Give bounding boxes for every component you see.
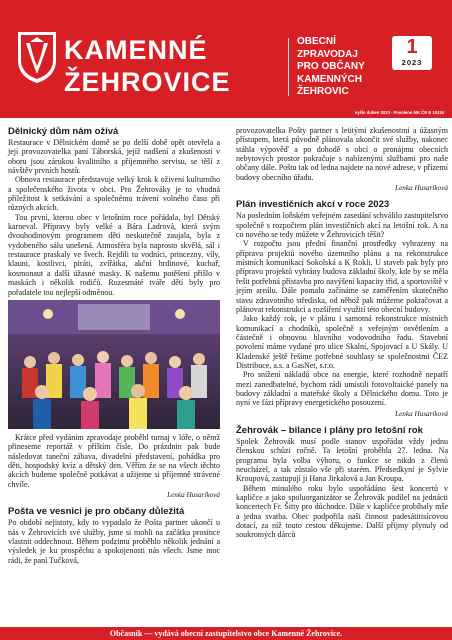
masthead: [0, 0, 452, 118]
article-paragraph: Během minulého roku bylo uspořádáno šest koncertů v kapličce a jako spoluorganizátor se Žehrovák podílel na jednácti koncertech Fr. Šitty pro důchodce. Dále v kapličce probíhaly mše a jedna svatba. Obec podpořila naši činnost padesátitisícovou dotací, za níž touto cestou děkujeme. Další příjmy plynuly od soukromých dárců: [236, 483, 448, 540]
publication-info: vyšlo duben 2023 · Povolenо MK ČR E 10334: [354, 110, 444, 115]
right-column: [236, 126, 448, 540]
carnival-photo: [8, 300, 220, 429]
article-zehrovak: [236, 425, 448, 540]
town-name: [64, 34, 231, 98]
town-crest-icon: [16, 30, 58, 84]
article-paragraph: Pro snížení nákladů obce na energie, které rozhodně nepatří mezi zanedbatelné, bychom rádi umístili fotovoltaické panely na budovy základní a mateřské školy a Dělnického domu. Toto je nyní ve fázi přípravy energetického posouzení.: [236, 370, 448, 408]
article-paragraph: Obnova restaurace představuje velký krok k oživení kulturního a společenského života v obci. Pro Žehrováky je to vhodná příležitost k setkávání a společnému trávení volného času při různých akcích.: [8, 175, 220, 213]
footer-text: — vydává obecní zastupitelstvo obce Kamenné Žehrovice.: [142, 629, 343, 638]
issue-badge: [392, 36, 432, 70]
footer-prefix: Občasník: [109, 629, 143, 638]
article-paragraph: Na posledním loňském veřejném zasedání schválilo zastupitelstvo společně s rozpočtem plán investičních akcí na letošní rok. A na co nového se tedy můžete v Žehrovicích těšit?: [236, 211, 448, 240]
article-paragraph: Jako každý rok, je v plánu i samotná rekonstrukce místních komunikací a chodníků, společně s veřejným osvětlením a částečně i obnovou hlavního vodovodního řadu. Stavební povolení máme vydané pro ulice Skalní, Spojovací a U Skály. U Kladenské ještě řešíme potřebné souhlasy se společnostmi ČEZ Distribuce, a.s. a GasNet, s.r.o.: [236, 314, 448, 370]
footer-banner: [0, 627, 452, 640]
town-name-line2: ŽEHROVICE: [64, 67, 231, 97]
article-title: Plán investičních akcí v roce 2023: [236, 199, 390, 211]
article-paragraph: Tou první, kterou obec v letošním roce pořádala, byl Dětský karneval. Přípravy byly velké a Bára Ladrová, která svým dvouhodinovým programem děti neskutečně zaujala, byla z vydobeného sálu unešená. Atmosféra byla naprosto skvělá, sál i restaurace praskaly ve švech. Rejdili tu vodníci, princezny, víly, klauni, kostlivci, piráti, zvířátka, akční hrdinové, kuchař, kosmonaut a další úžasné masky. K našemu potěšení přišlo v maskách i několik rodičů. Rozesmáté tváře dětí byly pro pořadatele tou nejlepší odměnou.: [8, 212, 220, 297]
article-paragraph: Restaurace v Dělnickém domě se po delší době opět otevřela a její provozovatelka paní Táborská, jejíž nadšení a zkušenosti v oboru jsou zárukou kvalitního a příjemného servisu, se těší z návštěv prvních hostů.: [8, 138, 220, 176]
article-paragraph: V rozpočtu jsou přední finanční prostředky vyhrazeny na přípravu projektů nového územního plánu a na rekonstrukce místních komunikací Sokolská a K Rokli. U staveb pak byly pro přípravu projektů vybrány budova základní školy, kde by se měla řešit potřebná přístavba pro navýšení kapacity třid, a sportoviště v jejím areálu. Dále pomalu začínáme se zaměřením skutečného stavu zdravotního střediska, od něhož pak můžeme pokračovat a plánovat rekonstrukci a rozšíření využití této obecní budovy.: [236, 239, 448, 314]
article-title: Žehrovák – bilance i plány pro letošní rok: [236, 424, 423, 436]
subtitle-line: OBECNÍ: [297, 36, 336, 47]
article-delnicky-dum: [8, 126, 220, 500]
article-signature: Lenka Husaríková: [395, 409, 448, 418]
article-signature: Lenka Husaríková: [167, 490, 220, 499]
article-posta: [8, 506, 220, 565]
subtitle-line: ŽEHROVIC: [297, 86, 349, 97]
article-paragraph: Po období nejistoty, kdy to vypadalo že Pošta partner ukončí u nás v Žehrovicích své služby, jsme si mohli na začátku prosince vlastnit oddechnout. Během podzimu proběhlo několik jednání a výsledek je ku prospěchu a spokojenosti nás všech. Jsme moc rádi, že paní Tučková,: [8, 518, 220, 565]
left-column: [8, 126, 220, 565]
article-paragraph: Krátce před vydáním zpravodaje proběhl turnaj v lóře, o němž přineseme reportáž v příštím čísle. Do prázdnin pak bude následovat taneční zábava, divadelní představení, pohádka pro děti, hospodský kvíz a dětský den. Věřím že se na všech těchto akcích budeme společně potkávat a užijeme si příjemně strávené chvíle.: [8, 432, 220, 489]
article-plan-investic: [236, 199, 448, 419]
article-title: Dělnický dům nám ožívá: [8, 126, 119, 137]
town-name-line1: KAMENNÉ: [64, 35, 208, 65]
subtitle-line: ZPRAVODAJ: [297, 48, 358, 60]
subtitle-line: KAMENNÝCH: [297, 73, 362, 85]
article-paragraph: provozovatelka Pošty partner s letitými zkušenostmi a úžasným přístupem, která původně plánovala ukončit své služby, nakonec stáhla výpověď a po dohodě s obcí o pronájmu obecních nebytových prostor pokračuje s nabízenými službami pro naše občany dále. Poštu tak od ledna najdete na nové adrese, v přízemí budovy obecního úřadu.: [236, 126, 448, 182]
masthead-divider: [288, 38, 289, 96]
article-title: Pošta ve vesnici je pro občany důležitá: [8, 506, 185, 518]
issue-year: 2023: [401, 58, 423, 67]
issue-number: 1: [406, 36, 418, 58]
article-paragraph: Spolek Žehrovák musí podle stanov uspořádat vždy jednu členskou schůzi ročně. Ta letošní proběhla 27. ledna. Na programu byla volba výboru, o funkce se nikdo z členů neucházel, a tak zůstalo vše při starém. Předsedkyní je Sylvie Kroupová, zastupují ji Hana Jirkalová a Jan Kroupa.: [236, 436, 448, 484]
article-signature: Lenka Husaríková: [395, 184, 448, 193]
subtitle-line: PRO OBČANY: [297, 61, 365, 72]
masthead-subtitle: [297, 36, 365, 99]
